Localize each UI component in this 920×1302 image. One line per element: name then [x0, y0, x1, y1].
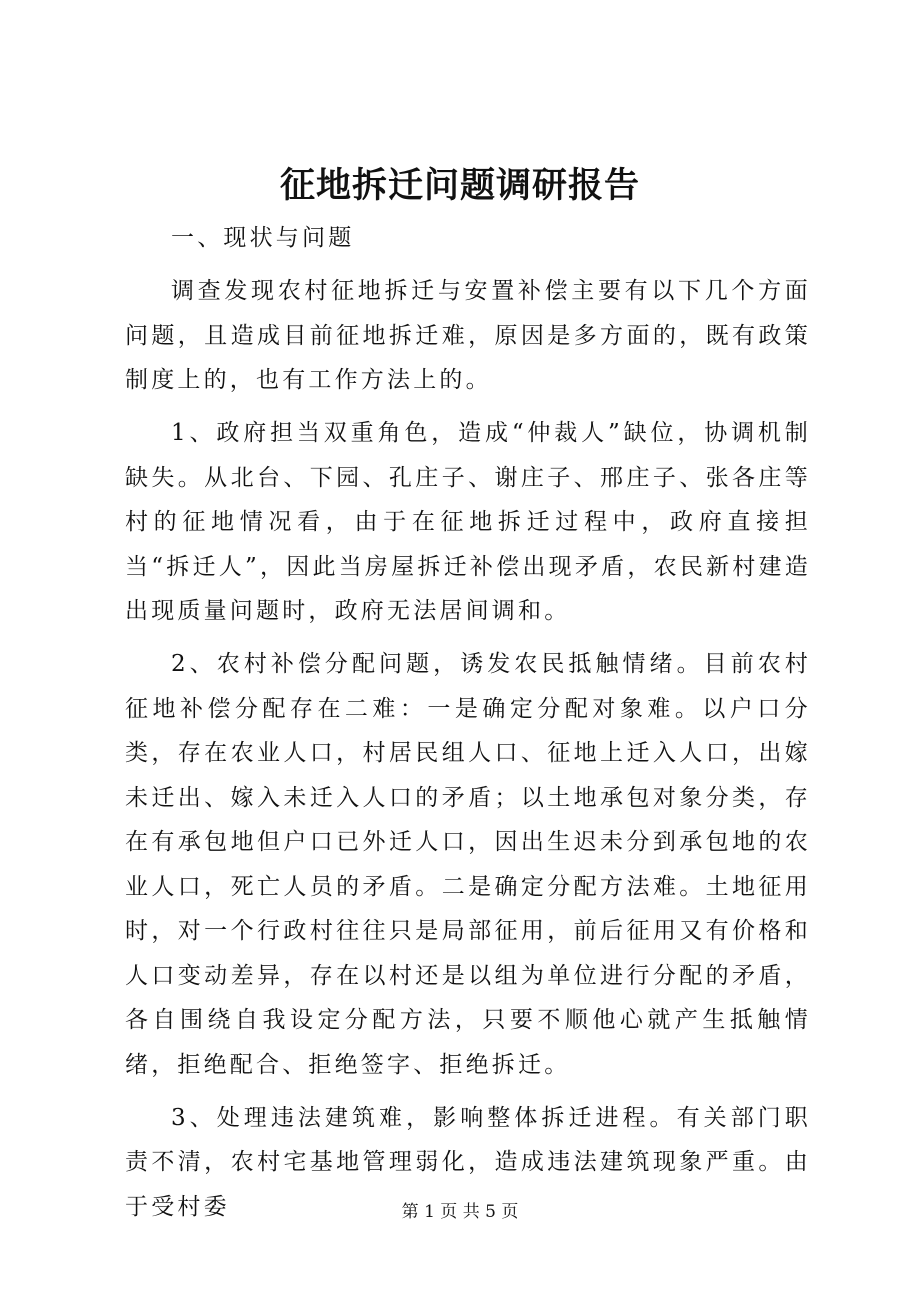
paragraph-item-1: 1、政府担当双重角色，造成“仲裁人”缺位，协调机制缺失。从北台、下园、孔庄子、谢庄子、邢庄子、张各庄等村的征地情况看，由于在征地拆迁过程中，政府直接担当“拆迁人”，因此当房屋拆迁补偿出现矛盾，农民新村建造出现质量问题时，政府无法居间调和。 — [125, 420, 811, 624]
paragraph-item-2: 2、农村补偿分配问题，诱发农民抵触情绪。目前农村征地补偿分配存在二难：一是确定分配对象难。以户口分类，存在农业人口，村居民组人口、征地上迁入人口，出嫁未迁出、嫁入未迁入人口的矛盾；以土地承包对象分类，存在有承包地但户口已外迁人口，因出生迟未分到承包地的农业人口，死亡人员的矛盾。二是确定分配方法难。土地征用时，对一个行政村往往只是局部征用，前后征用又有价格和人口变动差异，存在以村还是以组为单位进行分配的矛盾，各自围绕自我设定分配方法，只要不顺他心就产生抵触情绪，拒绝配合、拒绝签字、拒绝拆迁。 — [125, 651, 811, 1078]
page-footer — [0, 1198, 920, 1226]
paragraph-intro: 调查发现农村征地拆迁与安置补偿主要有以下几个方面问题，且造成目前征地拆迁难，原因是多方面的，既有政策制度上的，也有工作方法上的。 — [125, 278, 811, 393]
page-number-indicator: 第 1 页 共 5 页 — [401, 1202, 519, 1222]
document-body — [125, 216, 811, 1238]
document-title: 征地拆迁问题调研报告 — [279, 165, 640, 206]
paragraph-item-3: 3、处理违法建筑难，影响整体拆迁进程。有关部门职责不清，农村宅基地管理弱化，造成违法建筑现象严重。由于受村委 — [125, 1104, 811, 1220]
section-heading: 一、现状与问题 — [171, 225, 355, 251]
